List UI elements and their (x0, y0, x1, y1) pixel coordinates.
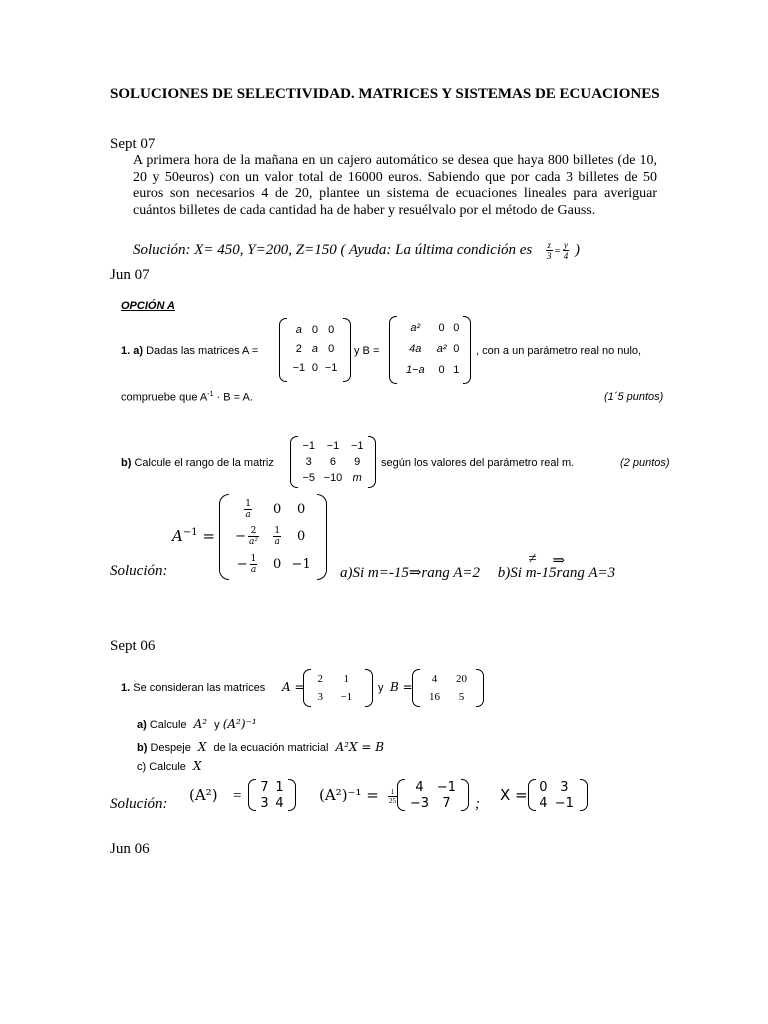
matrix-entry-1-1: 7 (260, 779, 269, 795)
solution-label-sept06: Solución: (110, 796, 168, 812)
page-title: SOLUCIONES DE SELECTIVIDAD. MATRICES Y SISTEMAS DE ECUACIONES (110, 86, 660, 102)
matrix-entry-3-3: −1 (324, 362, 338, 375)
part-a-line1 (121, 345, 258, 357)
matrix-entry-2-2: a (311, 342, 319, 355)
matrix-entry-1-2: 0 (438, 322, 445, 335)
matrix-entry-1-2: −1 (326, 440, 340, 452)
matrix-entry-1-1: 0 (539, 779, 548, 795)
hint-fraction-z3: $\frac{z}{3}$ (547, 240, 552, 261)
matrix-entry-2-2: a² (436, 342, 447, 355)
matrix-entry-2-3: 0 (328, 342, 335, 355)
matrix-entry-2-3: 0 (453, 342, 460, 355)
matrix-X-solution (528, 779, 588, 811)
matrix-A-inverse: $\frac{1}{a}$ 0 0 − $\frac{2}{\text{a²}}$ $\frac{1}{a}$ 0 − $\frac{1}{a}$ 0 −1 (219, 494, 327, 580)
matrix-entry-2-2: −1 (340, 691, 353, 703)
section-heading-jun06: Jun 06 (110, 841, 150, 857)
matrix-entry-2-1: 2 (295, 342, 302, 355)
matrix-A2-solution (248, 779, 296, 811)
part-a-number: 1. a) (121, 345, 144, 357)
matrix-entry-3-1: −1 (292, 362, 306, 375)
part-a-y: y B = (354, 345, 380, 357)
solution-text: Solución: X= 450, Y=200, Z=150 ( Ayuda: La última condición es (133, 241, 533, 258)
matrix-entry-2-1: 3 (317, 691, 324, 703)
section-heading-sept06: Sept 06 (110, 638, 156, 654)
matrix-entry-2-1: −3 (409, 795, 430, 811)
matrix-entry-1-1: a (295, 323, 302, 336)
solution-sept07 (133, 240, 580, 261)
matrix-entry-1-2: 0 (311, 323, 319, 336)
section-heading-jun07: Jun 07 (110, 267, 150, 283)
sol-separator: ; (475, 796, 480, 812)
matrix-entry-1-2: −1 (436, 779, 457, 795)
inv-entry-31: $\frac{1}{a}$ (250, 553, 257, 575)
matrix-entry-1-3: 0 (328, 323, 335, 336)
sept06-part-b: b) Despeje X de la ecuación matricial A²X = B (137, 740, 385, 754)
matrix-entry-1-3: 0 (453, 322, 460, 335)
sol-fraction-1-25: $\frac{1}{25}$ (389, 788, 396, 805)
matrix-entry-2-2: 5 (458, 691, 465, 703)
matrix-entry-2-1: 3 (305, 456, 312, 468)
matrix-entry-2-3: 9 (354, 456, 361, 468)
section-heading-sept07: Sept 07 (110, 136, 156, 152)
matrix-entry-3-3: m (352, 472, 362, 484)
hint-close: ) (574, 241, 580, 258)
matrix-entry-1-2: 3 (560, 779, 569, 795)
matrix-entry-3-2: −10 (323, 472, 343, 484)
hint-equals: = (554, 244, 561, 257)
matrix-entry-1-2: 1 (275, 779, 284, 795)
matrix-entry-1-1: a² (410, 322, 421, 335)
sept06-question: 1. Se consideran las matrices (121, 682, 266, 694)
sept06-A-label: A = (282, 680, 305, 694)
matrix-entry-1-2: 20 (456, 673, 467, 685)
sept06-part-a: a) Calcule A² y (A²)⁻¹ (137, 717, 257, 731)
matrix-entry-1-1: 2 (317, 673, 324, 685)
matrix-A2-inverse-solution (397, 779, 469, 811)
part-a-points: (1´5 puntos) (604, 391, 664, 403)
matrix-B-jun07 (389, 316, 471, 384)
matrix-A-jun07 (279, 318, 351, 382)
inv-entry-11: $\frac{1}{a}$ (245, 499, 251, 521)
part-a-line2: compruebe que $A^{-1} \cdot B = A$. (121, 391, 253, 404)
matrix-entry-1-1: 4 (415, 779, 424, 795)
matrix-entry-3-2: 0 (438, 363, 445, 376)
sol-X-label: X = (500, 786, 528, 804)
part-a-text2: , con a un parámetro real no nulo, (476, 345, 642, 357)
matrix-B-sept06 (412, 669, 484, 707)
matrix-entry-1-3: −1 (350, 440, 364, 452)
sol-inverse-label: (A²)⁻¹ = (319, 786, 379, 804)
sept06-B-label: B = (390, 680, 413, 694)
matrix-entry-2-1: 4a (409, 342, 422, 355)
problem-text-sept07: A primera hora de la mañana en un cajero automático se desea que haya 800 billetes (de 10, 20 y 50euros) con un valor total de 16000 euros. Sabiendo que por cada 3 billetes de 50 euros son necesarios 4 de 20, plantee un sistema de ecuaciones lineales para averiguar cuántos billetes de cada cantidad ha de haber y resuélvalo por el método de Gauss. (133, 153, 657, 218)
matrix-entry-1-1: −1 (302, 440, 316, 452)
matrix-A-sept06 (303, 669, 373, 707)
sol-A2-label: (A²) (189, 786, 218, 804)
inv-entry-22: $\frac{1}{a}$ (274, 526, 281, 548)
inv-entry-21: $\frac{2}{\text{a²}}$ (249, 526, 258, 548)
part-b-text2: según los valores del parámetro real m. (381, 457, 575, 469)
matrix-entry-1-2: 1 (343, 673, 350, 685)
matrix-entry-2-1: 3 (260, 795, 269, 811)
part-a-text: Dadas las matrices A = (146, 345, 259, 357)
matrix-entry-2-2: 6 (329, 456, 337, 468)
matrix-entry-2-1: 4 (539, 795, 548, 811)
matrix-entry-1-1: 4 (431, 673, 438, 685)
matrix-entry-2-2: 7 (442, 795, 451, 811)
matrix-entry-3-2: 0 (311, 362, 319, 375)
inverse-label: $A^{-1}$ = (172, 527, 215, 545)
hint-fraction-y4: $\frac{y}{4}$ (563, 240, 569, 261)
matrix-entry-3-1: −5 (302, 472, 316, 484)
solution-label-jun07: Solución: (110, 563, 168, 579)
part-b-points: (2 puntos) (620, 457, 670, 469)
solution-jun07: a)Si m=-15⇒rang A=2 b)Si m ≠ -15 ⇒ rang A=3 (340, 551, 616, 581)
matrix-entry-2-2: −1 (554, 795, 574, 811)
matrix-entry-2-2: 4 (275, 795, 284, 811)
opcion-a-heading: OPCIÓN A (121, 300, 175, 312)
matrix-entry-3-1: 1−a (405, 363, 425, 376)
part-b-line: b) Calcule el rango de la matriz (121, 457, 274, 469)
sept06-part-c: c) Calcule X (137, 759, 202, 773)
matrix-entry-2-1: 16 (429, 691, 440, 703)
sol-A2-eq: = (233, 788, 242, 804)
matrix-entry-3-3: 1 (453, 363, 460, 376)
sept06-y: y (378, 682, 384, 694)
matrix-C-jun07 (290, 436, 376, 488)
